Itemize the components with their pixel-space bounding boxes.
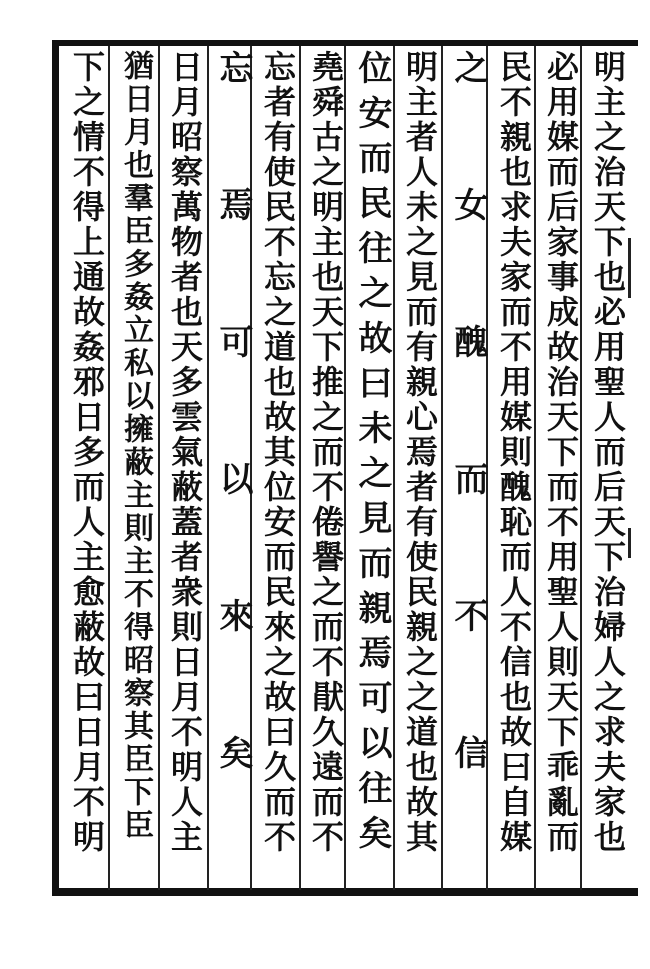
text-column-7: 堯舜古之明主也天下推之而不倦譽之而不猒久遠而不	[307, 50, 345, 855]
text-column-8: 忘者有使民不忘之道也故其位安而民來之故曰久而不	[259, 50, 297, 855]
text-column-2: 必用媒而后家事成故治天下而不用聖人則天下乖亂而	[542, 50, 580, 855]
text-column-6: 位安而民往之故曰未之見而親焉可以往矣	[352, 50, 392, 860]
text-column-1: 明主之治天下也必用聖人而后天下治婦人之求夫家也	[589, 50, 627, 855]
text-column-4: 之女醜而不信	[448, 50, 488, 872]
text-column-3: 民不親也求夫家而不用媒則醜恥而人不信也故曰自媒	[495, 50, 533, 855]
text-column-12: 下之情不得上通故姦邪日多而人主愈蔽故曰日月不明	[68, 50, 106, 855]
text-column-10: 日月昭察萬物者也天多雲氣蔽蓋者衆則日月不明人主	[166, 50, 204, 855]
text-column-5: 明主者人未之見而有親心焉者有使民親之之道也故其	[401, 50, 439, 855]
text-column-11: 猶日月也羣臣多姦立私以擁蔽主則主不得昭察其臣下臣	[118, 50, 153, 842]
text-column-9: 忘焉可以來矣	[213, 50, 253, 872]
